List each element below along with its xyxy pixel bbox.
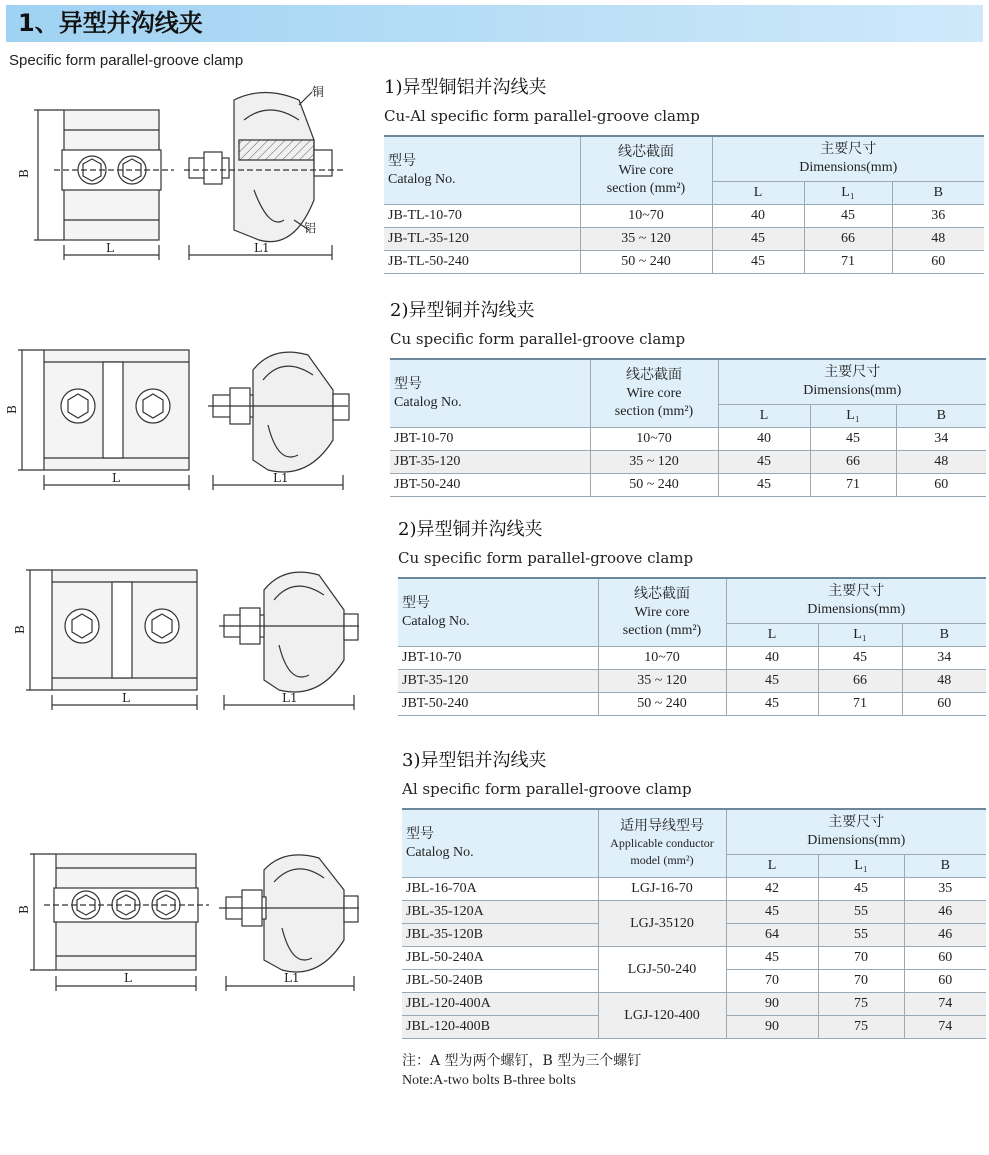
page-subtitle: Specific form parallel-groove clamp [9, 52, 244, 69]
col-wire: 适用导线型号 Applicable conductor model (mm²) [598, 809, 726, 878]
spec-table [384, 135, 984, 274]
dim-l-label: L [106, 241, 114, 255]
col-wire: 线芯截面 Wire core section (mm²) [598, 578, 726, 647]
section-subtitle: Cu specific form parallel-groove clamp [390, 330, 686, 348]
spec-table [402, 808, 986, 1039]
table-row: JBL-35-120B 64 55 46 [402, 924, 986, 947]
footnote-en: Note:A-two bolts B-three bolts [402, 1073, 576, 1088]
col-dimensions: 主要尺寸 Dimensions(mm) [712, 136, 984, 182]
dim-l1-label: L1 [282, 691, 298, 705]
col-b: B [902, 624, 986, 647]
section-cu-al [384, 75, 984, 274]
spec-table [398, 577, 986, 716]
table-row: JBL-16-70A LGJ-16-70 42 45 35 [402, 878, 986, 901]
table-row: JBL-50-240B 70 70 60 [402, 970, 986, 993]
table-row: JBL-120-400B 90 75 74 [402, 1016, 986, 1039]
table-row: JBT-10-70 10~70 40 45 34 [390, 428, 986, 451]
col-l1: L₁ [810, 405, 896, 428]
col-l1: L₁ [804, 182, 892, 205]
footnote [402, 1052, 641, 1090]
table-row: JB-TL-50-240 50 ~ 240 45 71 60 [384, 251, 984, 274]
table-row: JBT-50-240 50 ~ 240 45 71 60 [390, 474, 986, 497]
table-row: JBT-50-240 50 ~ 240 45 71 60 [398, 693, 986, 716]
col-model: 型号 Catalog No. [398, 578, 598, 647]
table-row: JB-TL-10-70 10~70 40 45 36 [384, 205, 984, 228]
col-model: 型号 Catalog No. [402, 809, 598, 878]
drawing-al-clamp [14, 840, 364, 1000]
dim-l1-label: L1 [254, 241, 270, 255]
table-header-row [398, 578, 986, 624]
aluminum-label: 铝 [304, 221, 317, 235]
dim-l-label: L [112, 471, 120, 485]
section-title: 1)异型铜铝并沟线夹 [384, 77, 547, 98]
section-subtitle: Al specific form parallel-groove clamp [402, 780, 692, 798]
section-subtitle: Cu-Al specific form parallel-groove clamp [384, 107, 700, 125]
col-b: B [892, 182, 984, 205]
dim-b-label: B [5, 405, 19, 414]
section-subtitle: Cu specific form parallel-groove clamp [398, 549, 694, 567]
col-dimensions: 主要尺寸 Dimensions(mm) [718, 359, 986, 405]
section-cu-b [398, 517, 986, 716]
col-l: L [718, 405, 810, 428]
section-al [402, 748, 986, 1039]
section-title: 3)异型铝并沟线夹 [402, 750, 547, 771]
col-l: L [726, 855, 818, 878]
table-row: JBT-10-70 10~70 40 45 34 [398, 647, 986, 670]
footnote-cn: 注：A 型为两个螺钉，B 型为三个螺钉 [402, 1053, 642, 1069]
dim-b-label: B [17, 905, 31, 914]
col-l1: L₁ [818, 624, 902, 647]
col-dimensions: 主要尺寸 Dimensions(mm) [726, 578, 986, 624]
col-b: B [896, 405, 986, 428]
col-l: L [726, 624, 818, 647]
col-dimensions: 主要尺寸 Dimensions(mm) [726, 809, 986, 855]
col-wire: 线芯截面 Wire core section (mm²) [590, 359, 718, 428]
table-row: JBT-35-120 35 ~ 120 45 66 48 [390, 451, 986, 474]
page-title: 1、异型并沟线夹 [18, 9, 203, 37]
col-l1: L₁ [818, 855, 904, 878]
section-title: 2)异型铜并沟线夹 [390, 300, 535, 321]
col-model: 型号 Catalog No. [390, 359, 590, 428]
table-row: JBL-35-120A LGJ-35120 45 55 46 [402, 901, 986, 924]
table-header-row [390, 359, 986, 405]
header-bar [6, 5, 983, 42]
section-title: 2)异型铜并沟线夹 [398, 519, 543, 540]
table-header-row [402, 809, 986, 855]
copper-label: 铜 [312, 85, 325, 99]
col-wire: 线芯截面 Wire core section (mm²) [580, 136, 712, 205]
spec-table [390, 358, 986, 497]
drawing-cu-clamp-b [14, 560, 364, 720]
col-model: 型号 Catalog No. [384, 136, 580, 205]
dim-l1-label: L1 [284, 971, 300, 985]
table-row: JBL-50-240A LGJ-50-240 45 70 60 [402, 947, 986, 970]
table-header-row [384, 136, 984, 182]
dim-l-label: L [124, 971, 132, 985]
dim-l1-label: L1 [273, 471, 289, 485]
dim-l-label: L [122, 691, 130, 705]
table-row: JBL-120-400A LGJ-120-400 90 75 74 [402, 993, 986, 1016]
col-b: B [904, 855, 986, 878]
table-row: JBT-35-120 35 ~ 120 45 66 48 [398, 670, 986, 693]
drawing-cu-al-clamp [14, 80, 364, 280]
table-row: JB-TL-35-120 35 ~ 120 45 66 48 [384, 228, 984, 251]
section-cu-a [390, 298, 986, 497]
col-l: L [712, 182, 804, 205]
drawing-cu-clamp-a [5, 340, 358, 500]
dim-b-label: B [13, 625, 27, 634]
dim-b-label: B [17, 169, 31, 178]
